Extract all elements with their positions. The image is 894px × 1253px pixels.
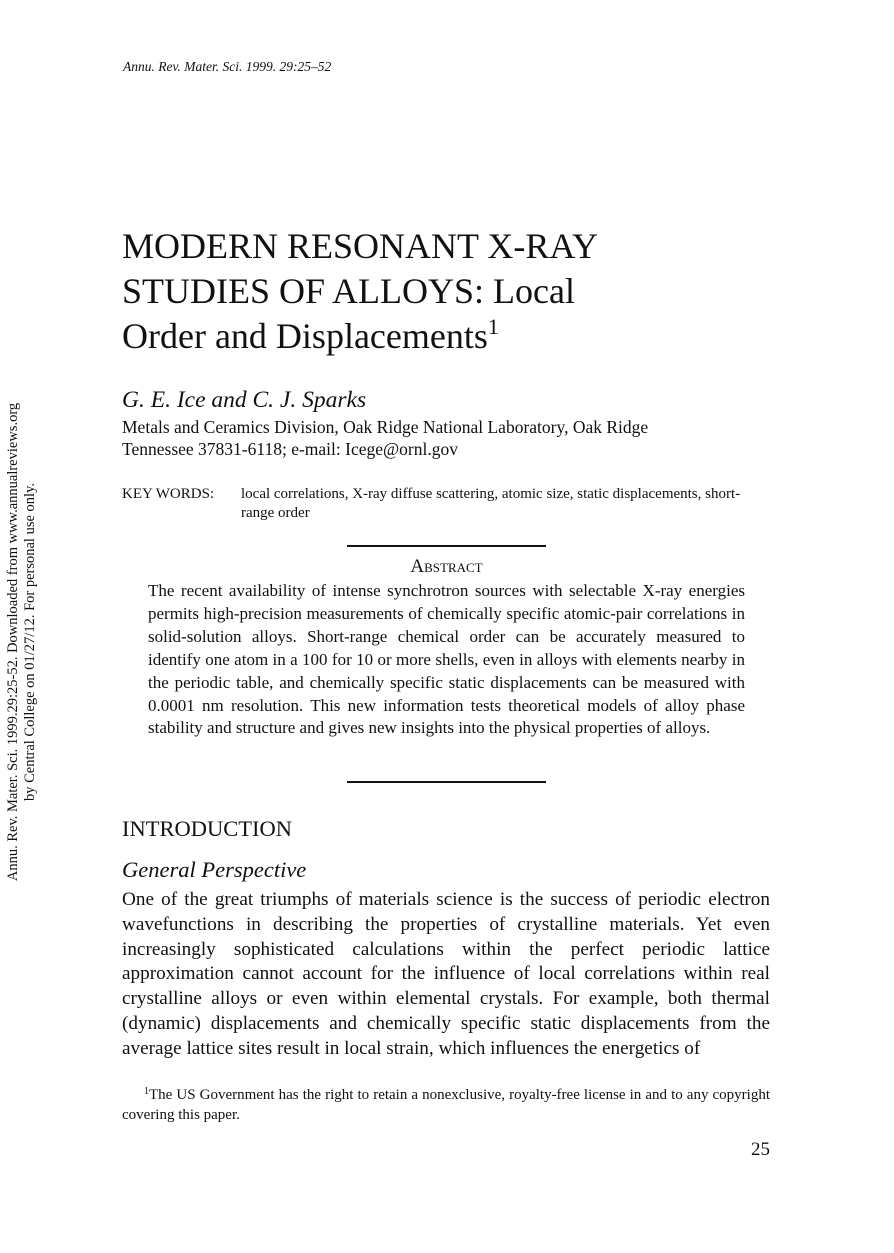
keywords — [122, 485, 772, 523]
footnote — [122, 1085, 770, 1125]
footnote-text: The US Government has the right to retain a nonexclusive, royalty-free license in and to any copyright covering this paper. — [122, 1087, 770, 1123]
abstract-heading: Abstract — [410, 556, 483, 577]
title-line-1: MODERN RESONANT X-RAY — [122, 226, 599, 266]
title-line-2: STUDIES OF ALLOYS: Local — [122, 271, 575, 311]
keywords-text: local correlations, X-ray diffuse scattering, atomic size, static displacements, short-range order — [241, 486, 741, 521]
article-title — [122, 224, 742, 359]
affiliation — [122, 416, 772, 460]
authors: G. E. Ice and C. J. Sparks — [122, 387, 367, 413]
download-notice-line-1: Annu. Rev. Mater. Sci. 1999.29:25-52. Downloaded from www.annualreviews.org — [5, 402, 21, 882]
page-number: 25 — [751, 1139, 770, 1160]
body-paragraph: One of the great triumphs of materials science is the success of periodic electron wavefunctions in describing the properties of crystalline materials. Yet even increasingly sophisticated calculations within the perfect periodic lattice approximation cannot account for the influence of local correlations within real crystalline alloys or even within elemental crystals. For example, both thermal (dynamic) displacements and chemically specific static displacements from the average lattice sites result in local strain, which influences the energetics of — [122, 889, 770, 1059]
download-notice-line-2: by Central College on 01/27/12. For personal use only. — [22, 482, 38, 802]
keywords-label: KEY WORDS: — [122, 486, 215, 502]
affiliation-line-2: Tennessee 37831-6118; e-mail: Icege@ornl.gov — [122, 439, 458, 459]
abstract-top-rule — [347, 545, 546, 547]
title-line-3: Order and Displacements — [122, 316, 488, 356]
abstract-bottom-rule — [347, 781, 546, 783]
footnote-mark: 1 — [144, 1086, 149, 1097]
subsection-heading: General Perspective — [122, 857, 307, 882]
download-notice — [5, 362, 39, 922]
section-heading: INTRODUCTION — [122, 816, 292, 841]
abstract-text: The recent availability of intense synchrotron sources with selectable X-ray energies permits high-precision measurements of chemically specific atomic-pair correlations in solid-solution alloys. Short-range chemical order can be accurately measured to identify one atom in a 100 for 10 or more shells, even in alloys with elements nearby in the periodic table, and chemically specific static displacements can be measured with 0.0001 nm resolution. This new information tests theoretical models of alloy phase stability and structure and gives new insights into the physical properties of alloys. — [148, 581, 745, 738]
running-head: Annu. Rev. Mater. Sci. 1999. 29:25–52 — [123, 59, 332, 74]
affiliation-line-1: Metals and Ceramics Division, Oak Ridge National Laboratory, Oak Ridge — [122, 417, 649, 437]
title-footnote-mark: 1 — [487, 314, 499, 339]
